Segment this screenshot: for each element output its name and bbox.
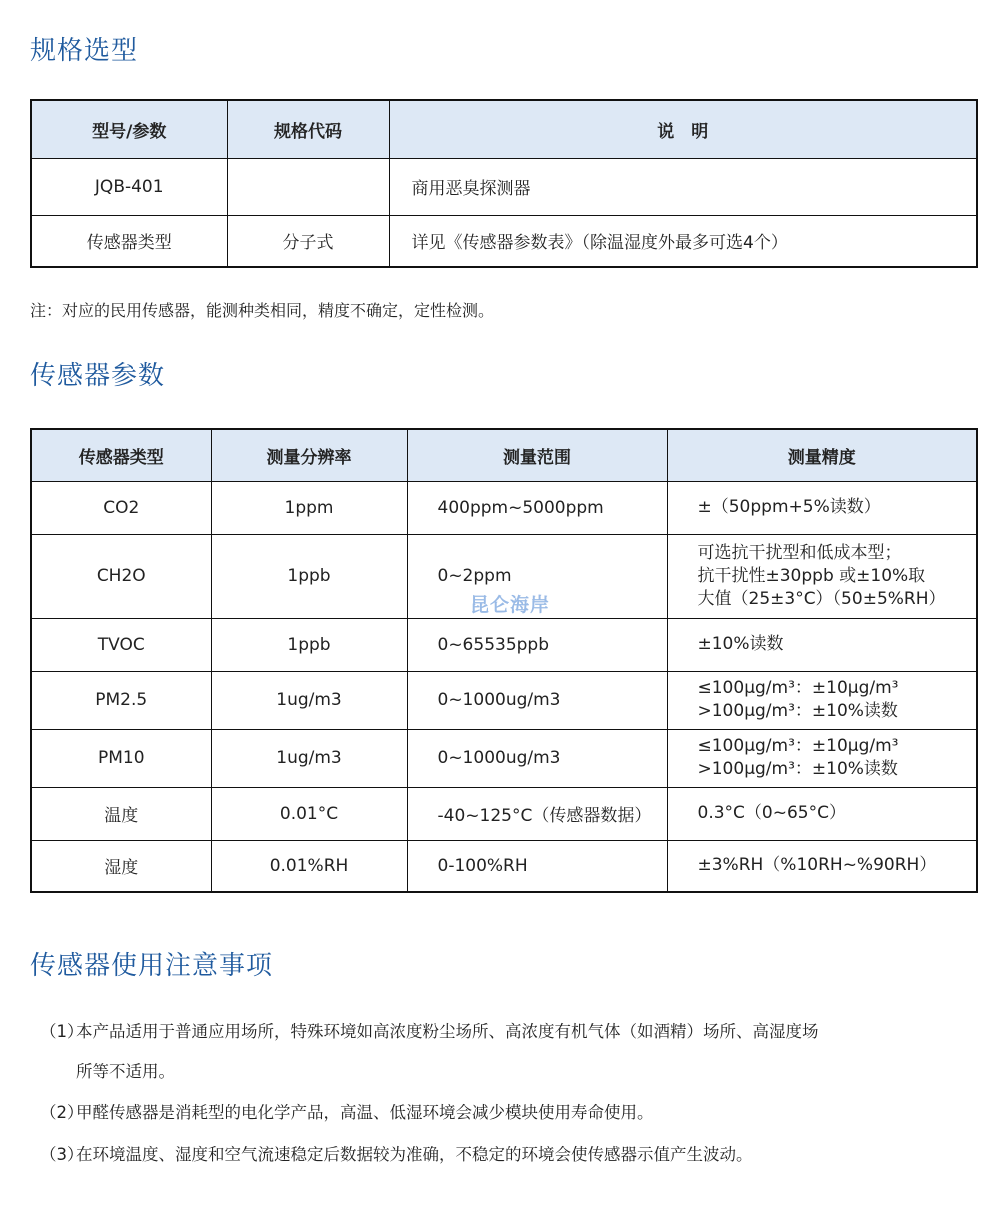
cell-sensor-type: PM10: [31, 729, 211, 787]
cell-range: 0~1000ug/m3: [407, 671, 667, 729]
col-header-model: 型号/参数: [31, 100, 227, 158]
brand-watermark: 昆仑海岸: [470, 594, 551, 616]
cell-sensor-type: CH2O: [31, 534, 211, 618]
cell-resolution: 0.01°C: [211, 787, 407, 840]
section-title-selection: 规格选型: [30, 36, 139, 66]
cell-sensor-type: 温度: [31, 787, 211, 840]
col-header-resolution: 测量分辨率: [211, 429, 407, 481]
cell-resolution: 1ppb: [211, 534, 407, 618]
accuracy-line: ≤100μg/m³：±10μg/m³: [697, 678, 899, 698]
selection-note: 注：对应的民用传感器，能测种类相同，精度不确定，定性检测。: [30, 301, 495, 320]
notice-index: （2）: [40, 1103, 84, 1122]
table-row: [31, 215, 977, 267]
notice-item: [40, 1101, 970, 1125]
accuracy-line: >100μg/m³：±10%读数: [697, 759, 898, 779]
notice-text: 甲醛传感器是消耗型的电化学产品，高温、低湿环境会减少模块使用寿命使用。: [76, 1103, 654, 1122]
notice-item: [40, 1020, 970, 1084]
accuracy-line: ±10%读数: [697, 634, 784, 654]
accuracy-line: 0.3°C（0~65°C）: [697, 803, 846, 823]
cell-resolution: 1ppm: [211, 481, 407, 534]
col-header-accuracy: 测量精度: [667, 429, 977, 481]
table-row: [31, 158, 977, 215]
cell-model: 传感器类型: [31, 215, 227, 267]
selection-table: [30, 99, 978, 268]
sensor-params-table: [30, 428, 978, 893]
table-row: [31, 618, 977, 671]
accuracy-line: ±3%RH（%10RH~%90RH）: [697, 855, 937, 876]
cell-accuracy: [667, 729, 977, 787]
cell-description: 商用恶臭探测器: [389, 158, 977, 215]
cell-accuracy: [667, 787, 977, 840]
selection-table-header-row: [31, 100, 977, 158]
accuracy-line: ±（50ppm+5%读数）: [697, 497, 881, 517]
cell-sensor-type: TVOC: [31, 618, 211, 671]
cell-accuracy: [667, 481, 977, 534]
cell-resolution: 1ug/m3: [211, 671, 407, 729]
cell-accuracy: [667, 618, 977, 671]
table-row: [31, 671, 977, 729]
cell-code: [227, 158, 389, 215]
accuracy-line: 抗干扰性±30ppb 或±10%取: [697, 565, 926, 586]
cell-description: 详见《传感器参数表》（除温湿度外最多可选4个）: [389, 215, 977, 267]
notice-text: 在环境温度、湿度和空气流速稳定后数据较为准确，不稳定的环境会使传感器示值产生波动。: [76, 1145, 753, 1164]
accuracy-line: >100μg/m³：±10%读数: [697, 701, 898, 721]
cell-accuracy: [667, 534, 977, 618]
accuracy-line: ≤100μg/m³：±10μg/m³: [697, 736, 899, 756]
cell-accuracy: [667, 671, 977, 729]
cell-range: 0~1000ug/m3: [407, 729, 667, 787]
table-row: [31, 729, 977, 787]
cell-sensor-type: 湿度: [31, 840, 211, 892]
sensor-table-header-row: [31, 429, 977, 481]
cell-range: 0~65535ppb: [407, 618, 667, 671]
accuracy-line: 大值（25±3°C）（50±5%RH）: [697, 588, 946, 609]
cell-sensor-type: PM2.5: [31, 671, 211, 729]
table-row: [31, 787, 977, 840]
cell-resolution: 1ug/m3: [211, 729, 407, 787]
cell-code: 分子式: [227, 215, 389, 267]
cell-range: -40~125°C（传感器数据）: [407, 787, 667, 840]
cell-range: 0-100%RH: [407, 840, 667, 892]
cell-resolution: 0.01%RH: [211, 840, 407, 892]
notice-text: 本产品适用于普通应用场所，特殊环境如高浓度粉尘场所、高浓度有机气体（如酒精）场所、高湿度场: [76, 1022, 819, 1041]
cell-model: JQB-401: [31, 158, 227, 215]
cell-sensor-type: CO2: [31, 481, 211, 534]
cell-range: 400ppm~5000ppm: [407, 481, 667, 534]
col-header-description: 说 明: [389, 100, 977, 158]
cell-resolution: 1ppb: [211, 618, 407, 671]
accuracy-line: 可选抗干扰型和低成本型；: [697, 542, 902, 563]
col-header-code: 规格代码: [227, 100, 389, 158]
cell-accuracy: [667, 840, 977, 892]
table-row: [31, 840, 977, 892]
notice-index: （1）: [40, 1022, 84, 1041]
notice-item: [40, 1143, 970, 1167]
section-title-sensor-params: 传感器参数: [30, 361, 166, 391]
notice-text-continued: 所等不适用。: [76, 1062, 175, 1081]
section-title-notice: 传感器使用注意事项: [30, 951, 274, 981]
table-row: [31, 481, 977, 534]
col-header-range: 测量范围: [407, 429, 667, 481]
notice-index: （3）: [40, 1145, 84, 1164]
col-header-sensor-type: 传感器类型: [31, 429, 211, 481]
cell-range: 0~2ppm: [407, 534, 667, 618]
